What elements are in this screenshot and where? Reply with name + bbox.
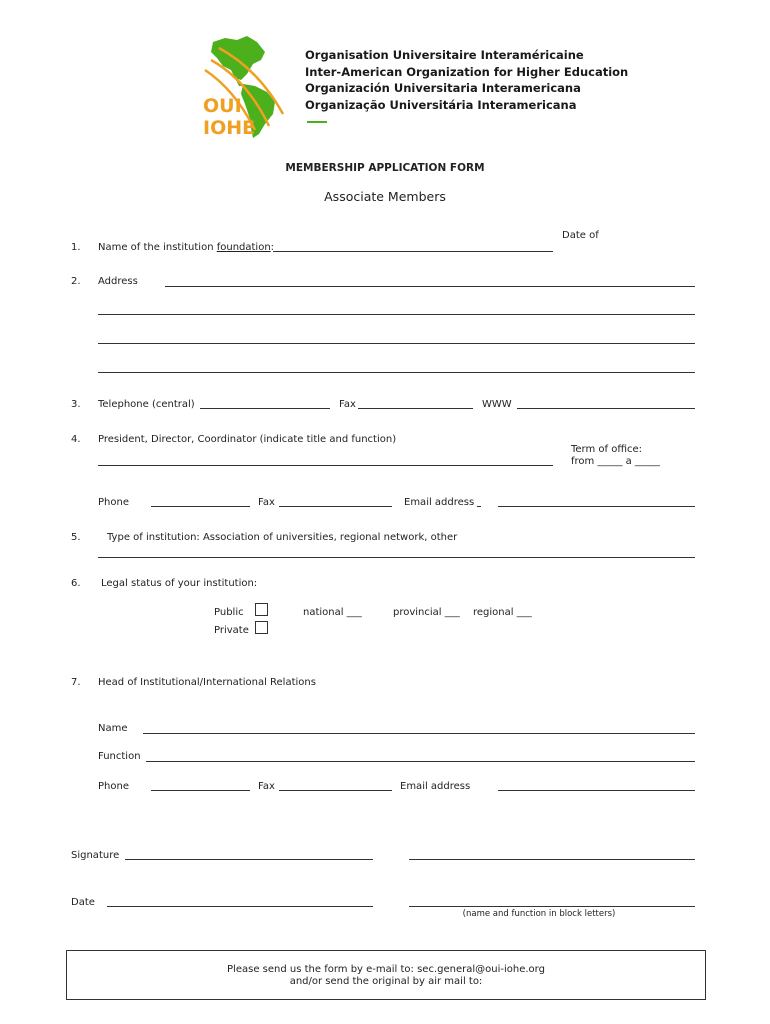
q7-phone-field[interactable] bbox=[151, 790, 250, 791]
q3-fax-label: Fax bbox=[339, 399, 356, 410]
q3-www-field[interactable] bbox=[517, 408, 695, 409]
q4-email-field[interactable] bbox=[498, 506, 695, 507]
q7-number: 7. bbox=[71, 677, 81, 688]
org-name-es: Organización Universitaria Interamericana bbox=[305, 81, 581, 95]
q3-www-label: WWW bbox=[482, 399, 512, 410]
org-name-fr: Organisation Universitaire Interaméricaine bbox=[305, 48, 584, 62]
q7-name-label: Name bbox=[98, 723, 128, 734]
green-accent-bar bbox=[307, 121, 327, 123]
q4-number: 4. bbox=[71, 434, 81, 445]
q3-fax-field[interactable] bbox=[358, 408, 473, 409]
q4-phone-label: Phone bbox=[98, 497, 129, 508]
q1-colon: : bbox=[270, 242, 275, 253]
q6-private-checkbox[interactable] bbox=[255, 621, 268, 634]
q7-function-label: Function bbox=[98, 751, 141, 762]
q6-private-label: Private bbox=[214, 625, 249, 636]
q4-term-from[interactable]: from _____ a _____ bbox=[571, 456, 660, 467]
q4-president-field[interactable] bbox=[98, 465, 553, 466]
q3-telephone-field[interactable] bbox=[200, 408, 330, 409]
q1-label-text: Name of the institution bbox=[98, 242, 214, 253]
q6-public-checkbox[interactable] bbox=[255, 603, 268, 616]
q4-term-label: Term of office: bbox=[571, 444, 643, 455]
q3-telephone-label: Telephone (central) bbox=[98, 399, 195, 410]
name-function-note: (name and function in block letters) bbox=[462, 909, 616, 919]
q7-email-label: Email address bbox=[400, 781, 471, 792]
q1-label bbox=[98, 242, 274, 253]
q1-date-of: Date of bbox=[562, 230, 599, 241]
form-subtitle: Associate Members bbox=[324, 189, 446, 204]
footer-email-line: Please send us the form by e-mail to: sec.general@oui-iohe.org bbox=[227, 964, 545, 975]
q7-fax-label: Fax bbox=[258, 781, 275, 792]
q3-number: 3. bbox=[71, 399, 81, 410]
q5-number: 5. bbox=[71, 532, 81, 543]
date-field[interactable] bbox=[107, 906, 373, 907]
q1-name-field[interactable] bbox=[273, 251, 553, 252]
address-field-4[interactable] bbox=[98, 372, 695, 373]
q4-phone-field[interactable] bbox=[151, 506, 250, 507]
footer-box bbox=[66, 950, 706, 1000]
q6-number: 6. bbox=[71, 578, 81, 589]
org-name-pt: Organização Universitária Interamericana bbox=[305, 97, 577, 112]
signature-label: Signature bbox=[71, 850, 120, 861]
address-field-1[interactable] bbox=[165, 286, 695, 287]
q7-function-field[interactable] bbox=[146, 761, 695, 762]
q4-fax-label: Fax bbox=[258, 497, 275, 508]
q7-fax-field[interactable] bbox=[279, 790, 392, 791]
q5-label: Type of institution: Association of universities, regional network, other bbox=[107, 532, 458, 543]
q1-foundation: foundation bbox=[216, 242, 271, 253]
address-field-3[interactable] bbox=[98, 343, 695, 344]
q6-national[interactable]: national ___ bbox=[303, 607, 362, 618]
signature-name-field[interactable] bbox=[409, 859, 695, 860]
oui-iohe-logo bbox=[195, 30, 305, 142]
q7-label: Head of Institutional/International Relations bbox=[98, 677, 316, 688]
q2-number: 2. bbox=[71, 276, 81, 287]
q4-fax-field[interactable] bbox=[279, 506, 392, 507]
q4-email-dash bbox=[477, 506, 481, 507]
q6-regional[interactable]: regional ___ bbox=[473, 607, 532, 618]
q2-label: Address bbox=[98, 276, 138, 287]
q6-label: Legal status of your institution: bbox=[101, 578, 258, 589]
q6-provincial[interactable]: provincial ___ bbox=[393, 607, 460, 618]
q7-email-field[interactable] bbox=[498, 790, 695, 791]
q7-phone-label: Phone bbox=[98, 781, 129, 792]
q5-type-field[interactable] bbox=[98, 557, 695, 558]
logo-text-iohe: IOHE bbox=[203, 117, 256, 139]
date-label: Date bbox=[71, 897, 95, 908]
q7-name-field[interactable] bbox=[143, 733, 695, 734]
org-name-en: Inter-American Organization for Higher Education bbox=[305, 64, 629, 79]
q4-label: President, Director, Coordinator (indicate title and function) bbox=[98, 434, 397, 445]
signature-field[interactable] bbox=[125, 859, 373, 860]
org-names bbox=[305, 47, 628, 113]
q6-public-label: Public bbox=[214, 607, 244, 618]
logo-text-oui: OUI bbox=[203, 95, 242, 117]
footer-mail-line: and/or send the original by air mail to: bbox=[289, 976, 483, 987]
address-field-2[interactable] bbox=[98, 314, 695, 315]
form-title: MEMBERSHIP APPLICATION FORM bbox=[285, 162, 485, 174]
name-function-field[interactable] bbox=[409, 906, 695, 907]
q4-email-label: Email address bbox=[404, 497, 475, 508]
q1-number: 1. bbox=[71, 242, 81, 253]
